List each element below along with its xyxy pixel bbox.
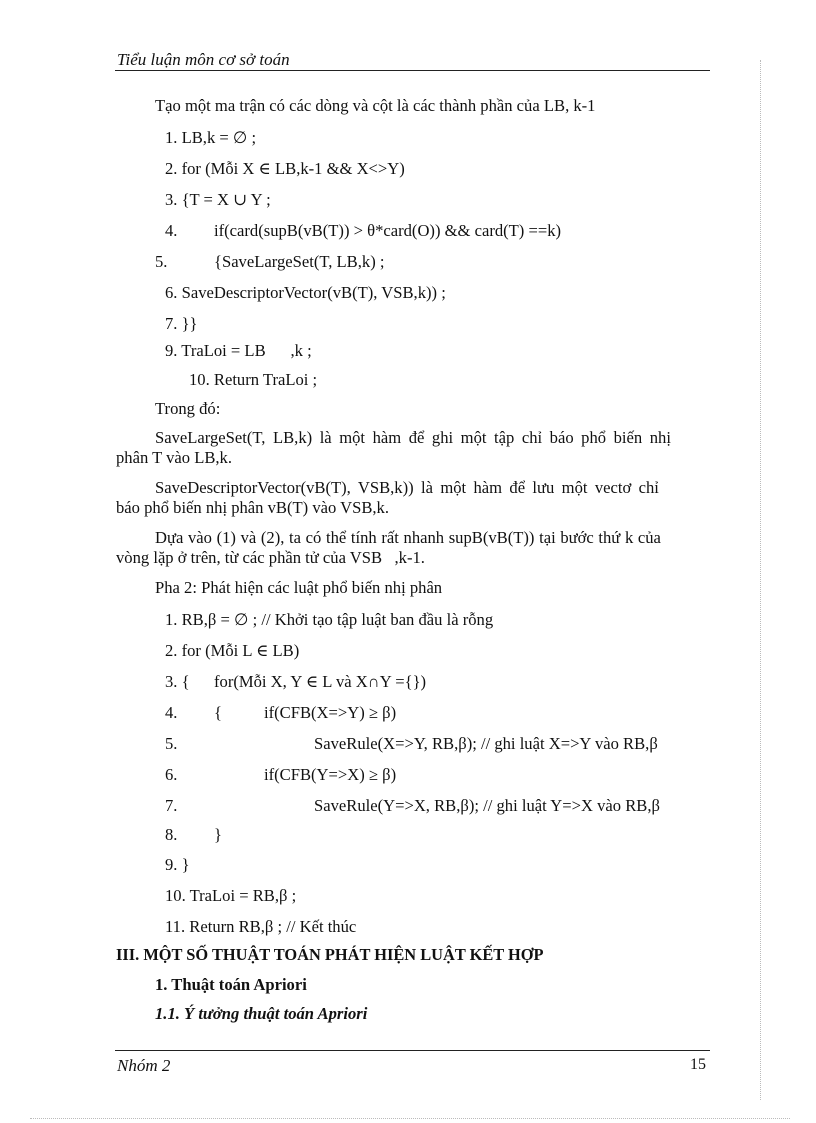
phase2-line-1: 1. RB,β = ∅ ; // Khởi tạo tập luật ban đầu là rỗng (165, 610, 494, 629)
phase2-title: Pha 2: Phát hiện các luật phổ biến nhị phân (155, 578, 443, 597)
phase2-line-7-num: 7. (165, 796, 178, 815)
where-label: Trong đó: (155, 399, 221, 418)
footer-group: Nhóm 2 (117, 1056, 171, 1075)
phase1-line-6: 6. SaveDescriptorVector(vB(T), VSB,k)) ; (165, 283, 446, 302)
phase1-line-5-code: {SaveLargeSet(T, LB,k) ; (214, 252, 385, 271)
phase1-line-1: 1. LB,k = ∅ ; (165, 128, 257, 147)
phase2-line-4-num: 4. (165, 703, 178, 722)
page-number: 15 (690, 1056, 706, 1073)
phase2-line-10: 10. TraLoi = RB,β ; (165, 886, 297, 905)
phase1-line-3: 3. {T = X ∪ Y ; (165, 190, 271, 209)
phase2-line-11: 11. Return RB,β ; // Kết thúc (165, 917, 357, 936)
phase2-line-9: 9. } (165, 855, 190, 874)
phase2-line-6-num: 6. (165, 765, 178, 784)
section-heading: III. MỘT SỐ THUẬT TOÁN PHÁT HIỆN LUẬT KẾT HỢP (116, 945, 544, 964)
phase2-line-3-num: 3. { (165, 672, 190, 691)
explain-p3-line2: vòng lặp ở trên, từ các phần tử của VSB ,k-1. (116, 548, 425, 567)
phase2-line-8-num: 8. (165, 825, 178, 844)
phase2-line-6-code: if(CFB(Y=>X) ≥ β) (264, 765, 397, 784)
phase1-line-9: 9. TraLoi = LB ,k ; (165, 341, 312, 360)
page-bottom-shadow (30, 1118, 790, 1119)
phase1-line-4-code: if(card(supB(vB(T)) > θ*card(O)) && card(T) ==k) (214, 221, 562, 240)
phase2-line-4-code: if(CFB(X=>Y) ≥ β) (264, 703, 397, 722)
explain-p2-line1: SaveDescriptorVector(vB(T), VSB,k)) là một hàm để lưu một vectơ chỉ (155, 478, 659, 497)
explain-p2-line2: báo phổ biến nhị phân vB(T) vào VSB,k. (116, 498, 390, 517)
phase1-line-5-num: 5. (155, 252, 168, 271)
phase1-line-10: 10. Return TraLoi ; (189, 370, 318, 389)
phase1-line-4-num: 4. (165, 221, 178, 240)
header-title: Tiểu luận môn cơ sở toán (117, 50, 290, 69)
phase1-line-7: 7. }} (165, 314, 198, 333)
explain-p3-line1: Dựa vào (1) và (2), ta có thể tính rất nhanh supB(vB(T)) tại bước thứ k của (155, 528, 661, 547)
explain-p1-line2: phân T vào LB,k. (116, 448, 232, 467)
phase2-line-3-code: for(Mỗi X, Y ∈ L và X∩Y ={}) (214, 672, 427, 691)
page-edge-shadow (760, 60, 764, 1100)
phase2-line-5-num: 5. (165, 734, 178, 753)
phase2-line-7-code: SaveRule(Y=>X, RB,β); // ghi luật Y=>X vào RB,β (314, 796, 660, 815)
subsubsection-apriori-idea: 1.1. Ý tưởng thuật toán Apriori (155, 1004, 368, 1023)
phase2-line-8-brace: } (214, 825, 222, 844)
explain-p1-line1: SaveLargeSet(T, LB,k) là một hàm để ghi một tập chỉ báo phổ biến nhị (155, 428, 671, 447)
subsection-apriori: 1. Thuật toán Apriori (155, 975, 307, 994)
phase2-line-5-code: SaveRule(X=>Y, RB,β); // ghi luật X=>Y vào RB,β (314, 734, 658, 753)
phase1-intro: Tạo một ma trận có các dòng và cột là các thành phần của LB, k-1 (155, 96, 596, 115)
header-rule (115, 70, 710, 71)
phase1-line-2: 2. for (Mỗi X ∈ LB,k-1 && X<>Y) (165, 159, 405, 178)
phase2-line-2: 2. for (Mỗi L ∈ LB) (165, 641, 300, 660)
phase2-line-4-brace: { (214, 703, 222, 722)
footer-rule (115, 1050, 710, 1051)
